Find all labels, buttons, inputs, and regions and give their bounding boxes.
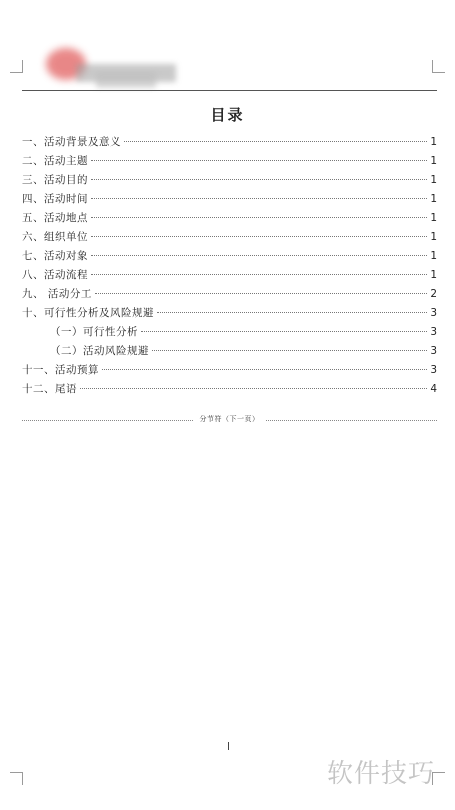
toc-leader-dots [95,293,427,294]
toc-entry[interactable] [22,286,437,303]
toc-leader-dots [91,274,427,275]
toc-entry-page: 3 [430,364,437,376]
section-break [22,414,437,428]
toc-entry-label: 六、组织单位 [22,231,88,243]
toc-entry-page: 2 [430,288,437,300]
toc-leader-dots [157,312,427,313]
toc-entry-page: 1 [430,174,437,186]
toc-entry-label: 十二、尾语 [22,383,77,395]
toc-entry-label: 一、活动背景及意义 [22,136,121,148]
toc-entry[interactable] [22,153,437,170]
toc-entry[interactable] [22,134,437,151]
section-break-label: 分节符（下一页） [194,414,266,424]
toc-subentry[interactable] [50,324,437,341]
toc-entry[interactable] [22,381,437,398]
header-logo-icon [36,40,186,96]
toc-entry[interactable] [22,172,437,189]
toc-entry-page: 1 [430,231,437,243]
toc-entry-label: 三、活动目的 [22,174,88,186]
toc-leader-dots [152,350,427,351]
watermark-text: 软件技巧 [326,759,435,789]
toc-entry-label: （二）活动风险规避 [50,345,149,357]
toc-entry[interactable] [22,248,437,265]
toc-entry-page: 4 [430,383,437,395]
toc-leader-dots [91,236,427,237]
toc-entry-label: 十、可行性分析及风险规避 [22,307,154,319]
toc-entry-page: 1 [430,193,437,205]
toc-entry-label: 八、活动流程 [22,269,88,281]
toc-entry-page: 1 [430,155,437,167]
toc-leader-dots [124,141,427,142]
toc-entry-page: 3 [430,326,437,338]
toc-entry[interactable] [22,191,437,208]
toc-entry-label: 二、活动主题 [22,155,88,167]
toc-entry[interactable] [22,362,437,379]
toc-leader-dots [91,179,427,180]
crop-mark-top-left [10,60,23,73]
toc-leader-dots [141,331,427,332]
toc-entry[interactable] [22,229,437,246]
toc-entry-page: 1 [430,212,437,224]
toc-title: 目录 [210,106,245,124]
toc-leader-dots [91,160,427,161]
toc-entry-page: 1 [430,136,437,148]
toc-entry-label: 十一、活动预算 [22,364,99,376]
toc-entry-label: （一）可行性分析 [50,326,138,338]
toc-entry-page: 3 [430,307,437,319]
toc-entry[interactable] [22,305,437,322]
crop-mark-top-right [432,60,445,73]
toc-entry[interactable] [22,267,437,284]
toc-entry-page: 1 [430,250,437,262]
toc-entry-label: 五、活动地点 [22,212,88,224]
page-number-mark [228,742,229,750]
crop-mark-bottom-left [10,772,23,785]
toc-leader-dots [91,255,427,256]
toc-leader-dots [91,198,427,199]
toc-subentry[interactable] [50,343,437,360]
toc-leader-dots [80,388,427,389]
toc-entry[interactable] [22,210,437,227]
header-rule [22,90,437,91]
toc-leader-dots [91,217,427,218]
toc-leader-dots [102,369,427,370]
toc-entry-label: 四、活动时间 [22,193,88,205]
toc-entry-page: 3 [430,345,437,357]
toc-entry-page: 1 [430,269,437,281]
toc-entry-label: 九、 活动分工 [22,288,92,300]
toc-entry-label: 七、活动对象 [22,250,88,262]
